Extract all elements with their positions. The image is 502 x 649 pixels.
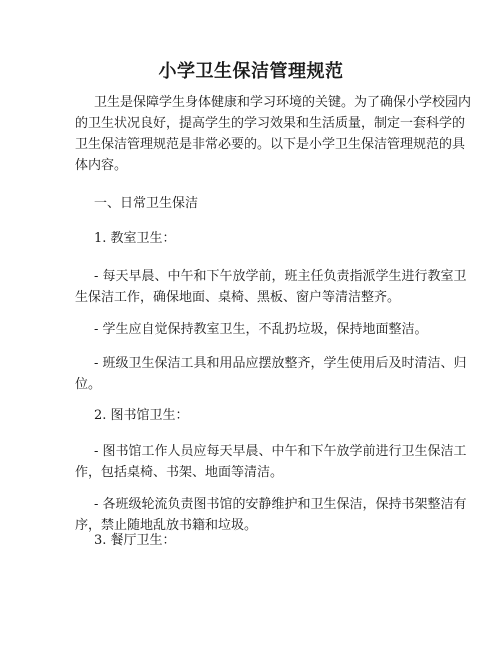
document-title: 小学卫生保洁管理规范	[158, 61, 344, 82]
list-item-line: - 各班级轮流负责图书馆的安静维护和卫生保洁，保持书架整洁有	[94, 497, 467, 512]
item-heading	[75, 405, 431, 426]
item-heading-text: 2. 图书馆卫生：	[94, 408, 189, 423]
list-item	[75, 441, 467, 483]
item-heading	[75, 530, 431, 551]
item-heading	[75, 228, 431, 249]
section-heading	[75, 193, 431, 214]
section-heading-text: 一、日常卫生保洁	[94, 196, 199, 211]
item-heading-text: 1. 教室卫生：	[94, 231, 176, 246]
list-item	[75, 353, 467, 395]
list-item-line: - 班级卫生保洁工具和用品应摆放整齐，学生使用后及时清洁、归	[94, 356, 467, 371]
list-item-line: - 图书馆工作人员应每天早晨、中午和下午放学前进行卫生保洁工	[94, 444, 467, 459]
list-item-line: - 每天早晨、中午和下午放学前，班主任负责指派学生进行教室卫	[94, 269, 467, 284]
list-item	[75, 319, 431, 340]
intro-line: 体内容。	[75, 158, 128, 173]
list-item-line: 序，禁止随地乱放书籍和垃圾。	[75, 518, 258, 533]
intro-line: 的卫生状况良好，提高学生的学习效果和生活质量，制定一套科学的	[75, 116, 466, 131]
intro-line: 卫生保洁管理规范是非常必要的。以下是小学卫生保洁管理规范的具	[75, 137, 466, 152]
list-item	[75, 266, 467, 308]
list-item-line: - 学生应自觉保持教室卫生，不乱扔垃圾，保持地面整洁。	[94, 322, 428, 337]
list-item-line: 作，包括桌椅、书架、地面等清洁。	[75, 465, 284, 480]
item-heading-text: 3. 餐厅卫生：	[94, 533, 176, 548]
intro-paragraph	[75, 92, 472, 176]
list-item-line: 位。	[75, 377, 102, 392]
intro-line: 卫生是保障学生身体健康和学习环境的关键。为了确保小学校园内	[94, 95, 472, 110]
list-item-line: 生保洁工作，确保地面、桌椅、黑板、窗户等清洁整齐。	[75, 290, 401, 305]
